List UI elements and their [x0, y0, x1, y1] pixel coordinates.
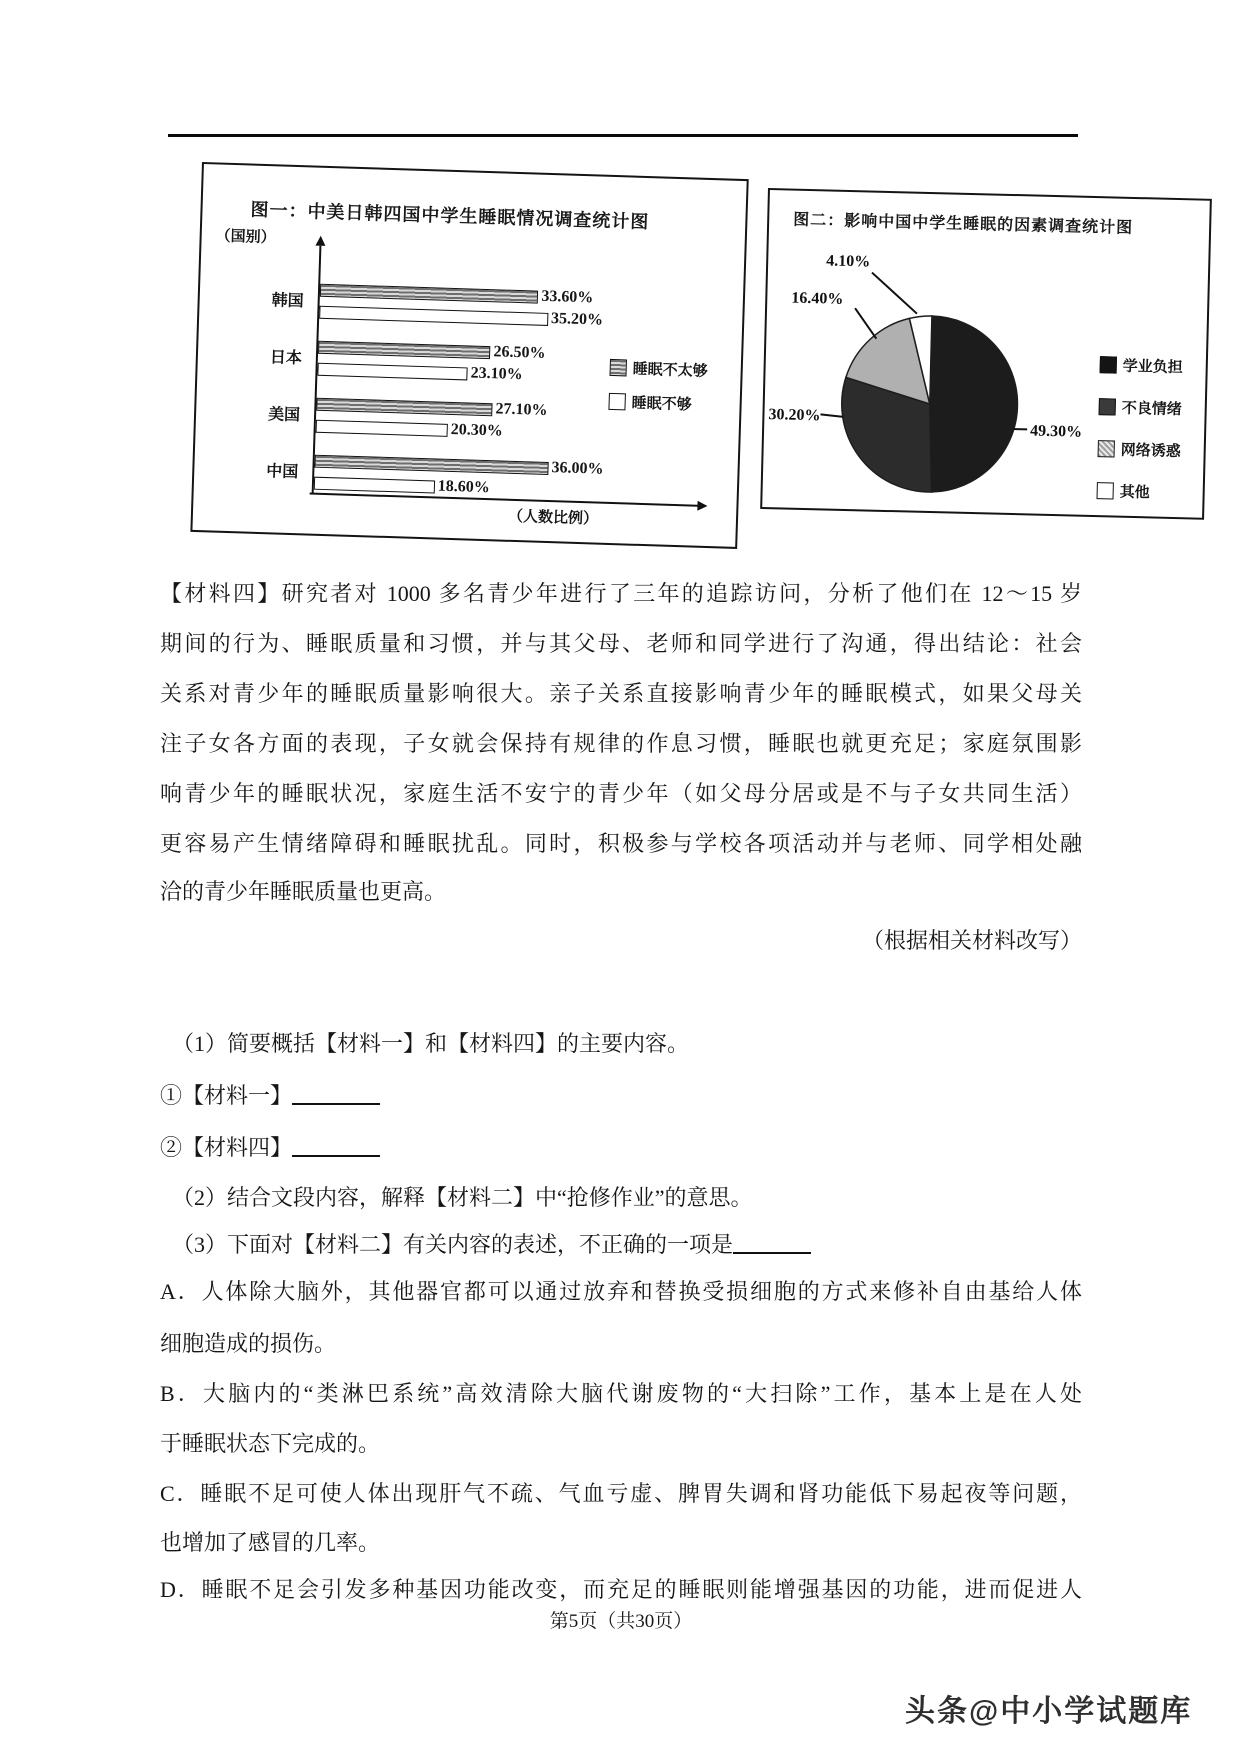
- bar-value-label: 36.00%: [551, 459, 604, 478]
- text-column: [160, 0, 1082, 1754]
- legend-label: 其他: [1119, 484, 1150, 502]
- material4-line: 期间的行为、睡眠质量和习惯，并与其父母、老师和同学进行了沟通，得出结论：社会: [160, 631, 1082, 656]
- bar-value-label: 23.10%: [470, 364, 523, 384]
- material4-line: 【材料四】研究者对 1000 多名青少年进行了三年的追踪访问，分析了他们在 12～15 岁: [160, 581, 1082, 606]
- answer-blank: [292, 1081, 380, 1105]
- bar-value-label: 18.60%: [437, 477, 491, 497]
- option-c-line-2: 也增加了感冒的几率。: [160, 1530, 381, 1555]
- option-a-line-1: A．人体除大脑外，其他器官都可以通过放弃和替换受损细胞的方式来修补自由基给人体: [160, 1279, 1082, 1304]
- pie-value-label-internet: 16.40%: [791, 289, 844, 308]
- material4-line: 洽的青少年睡眠质量也更高。: [160, 879, 447, 904]
- question-1-sub-1-label: ①【材料一】: [160, 1083, 293, 1108]
- question-1-sub-2: [160, 1132, 1082, 1164]
- legend-swatch-gray-icon: [1098, 440, 1115, 457]
- pie-value-label-other: 4.10%: [826, 252, 871, 271]
- legend-swatch-dark-icon: [1099, 398, 1116, 415]
- legend-label: 睡眠不太够: [632, 361, 708, 380]
- question-1-sub-1: [160, 1080, 1082, 1112]
- pie-value-label-study: 49.30%: [1029, 422, 1083, 441]
- material4-line: 响青少年的睡眠状况，家庭生活不安宁的青少年（如父母分居或是不与子女共同生活）: [160, 781, 1082, 806]
- legend-label: 网络诱惑: [1120, 442, 1181, 461]
- bar-value-label: 33.60%: [541, 287, 594, 307]
- question-2: （2）结合文段内容，解释【材料二】中“抢修作业”的意思。: [172, 1185, 753, 1210]
- bar-category-label: 中国: [266, 463, 299, 482]
- material4-line: 注子女各方面的表现，子女就会保持有规律的作息习惯，睡眠也就更充足；家庭氛围影: [160, 731, 1082, 756]
- legend-label: 睡眠不够: [631, 395, 692, 414]
- question-1: （1）简要概括【材料一】和【材料四】的主要内容。: [172, 1031, 690, 1056]
- bar-chart-x-axis-label: （人数比例）: [507, 508, 599, 528]
- bar-category-label: 美国: [267, 406, 301, 425]
- bar-value-label: 20.30%: [450, 420, 503, 440]
- pie-chart-legend: [1096, 354, 1183, 516]
- bar-value-label: 26.50%: [493, 343, 546, 362]
- answer-blank: [292, 1133, 380, 1157]
- option-c-line-1: C．睡眠不足可使人体出现肝气不疏、气血亏虚、脾胃失调和肾功能低下易起夜等问题，: [160, 1481, 1082, 1506]
- legend-swatch-white-icon: [1096, 482, 1113, 499]
- source-note: （根据相关材料改写）: [861, 928, 1082, 953]
- option-a-line-2: 细胞造成的损伤。: [160, 1331, 337, 1356]
- material4-line: 更容易产生情绪障碍和睡眠扰乱。同时，积极参与学校各项活动并与老师、同学相处融: [160, 831, 1082, 856]
- bar-chart-y-axis-label: （国别）: [215, 228, 276, 247]
- question-1-sub-2-label: ②【材料四】: [160, 1135, 293, 1160]
- watermark: 头条@中小学试题库: [905, 1695, 1193, 1728]
- option-b-line-2: 于睡眠状态下完成的。: [160, 1431, 381, 1456]
- pie-chart-title: 图二：影响中国中学生睡眠的因素调查统计图: [793, 211, 1134, 237]
- option-b-line-1: B．大脑内的“类淋巴系统”高效清除大脑代谢废物的“大扫除”工作，基本上是在人处: [160, 1381, 1082, 1406]
- material4-line: 关系对青少年的睡眠质量影响很大。亲子关系直接影响青少年的睡眠模式，如果父母关: [160, 681, 1082, 706]
- question-3-label: （3）下面对【材料二】有关内容的表述，不正确的一项是: [172, 1232, 734, 1257]
- legend-label: 不良情绪: [1121, 400, 1182, 419]
- bar-chart-title: 图一：中美日韩四国中学生睡眠情况调查统计图: [250, 199, 650, 233]
- bar-category-label: 日本: [269, 349, 303, 368]
- legend-label: 学业负担: [1122, 358, 1183, 377]
- bar-value-label: 35.20%: [550, 310, 604, 329]
- legend-swatch-black-icon: [1100, 356, 1117, 373]
- bar-category-label: 韩国: [271, 292, 304, 311]
- page-number: 第5页（共30页）: [549, 1611, 693, 1632]
- option-d-line-1: D．睡眠不足会引发多种基因功能改变，而充足的睡眠则能增强基因的功能，进而促进人: [160, 1577, 1082, 1602]
- answer-blank: [733, 1230, 811, 1254]
- pie-value-label-emotion: 30.20%: [768, 406, 821, 425]
- bar-value-label: 27.10%: [495, 400, 548, 419]
- question-3: [160, 1229, 1082, 1261]
